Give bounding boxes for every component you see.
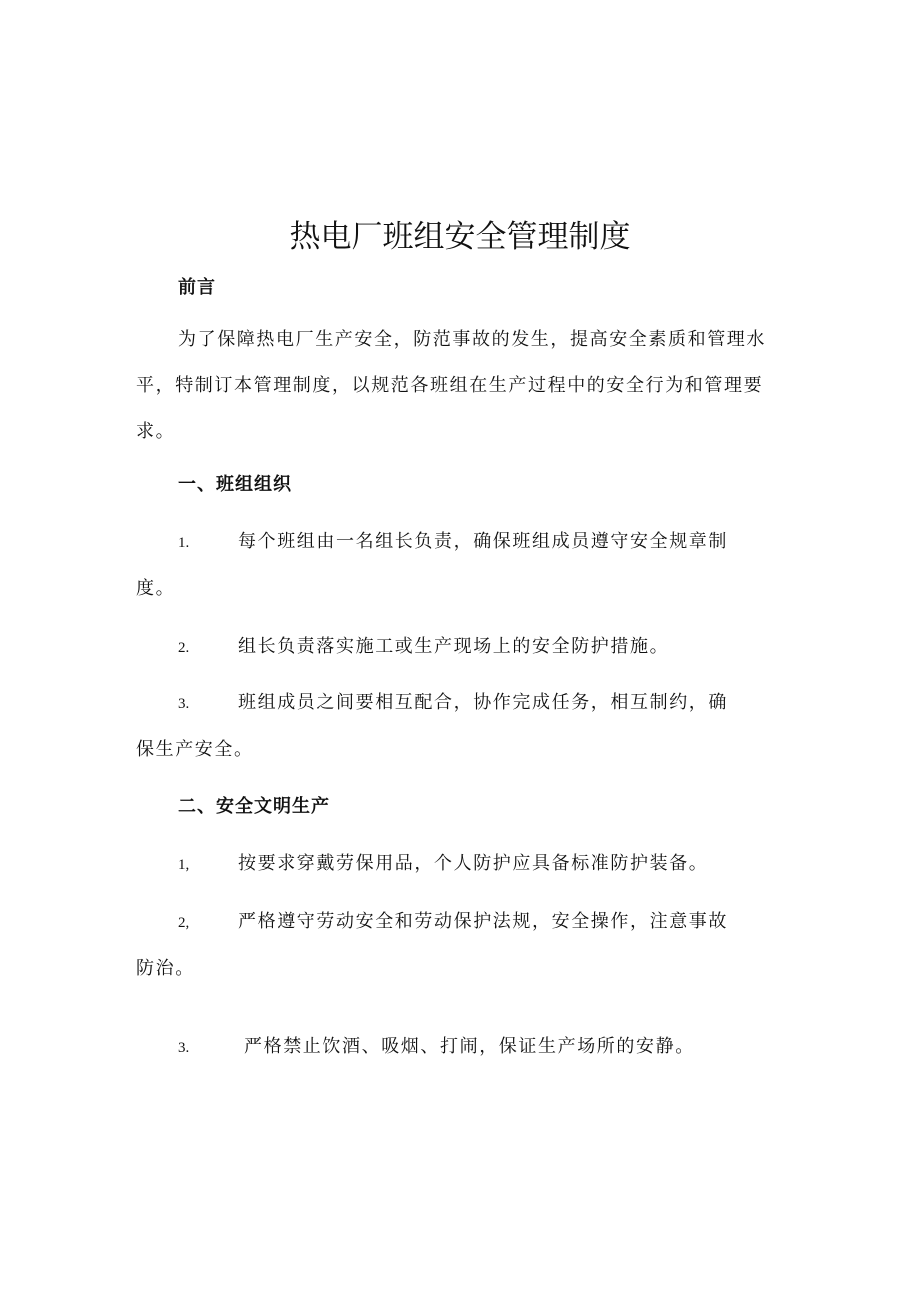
item-text: 班组成员之间要相互配合，协作完成任务，相互制约，确保生产安全。: [136, 692, 728, 760]
item-text: 每个班组由一名组长负责，确保班组成员遵守安全规章制度。: [136, 531, 728, 599]
item-number: 2.: [178, 640, 190, 656]
item-text: 严格禁止饮酒、吸烟、打闹，保证生产场所的安静。: [244, 1036, 695, 1057]
section-2-heading: 二、安全文明生产: [178, 796, 330, 817]
item-number: 3.: [178, 696, 190, 712]
preface-heading: 前言: [178, 277, 216, 298]
item-number: 1,: [178, 857, 190, 873]
section-1-heading: 一、班组组织: [178, 474, 292, 495]
section-1-item-1: [136, 519, 746, 612]
section-1-item-3: [136, 680, 746, 773]
item-text: 严格遵守劳动安全和劳动保护法规，安全操作，注意事故防治。: [136, 911, 728, 979]
item-text: 组长负责落实施工或生产现场上的安全防护措施。: [238, 636, 670, 657]
document-title: 热电厂班组安全管理制度: [289, 219, 631, 255]
preface-paragraph: 为了保障热电厂生产安全，防范事故的发生，提高安全素质和管理水平，特制订本管理制度，以规范各班组在生产过程中的安全行为和管理要求。: [136, 329, 766, 442]
section-2-item-2: [136, 899, 746, 992]
item-number: 2,: [178, 915, 190, 931]
section-2-item-3: [136, 1024, 746, 1071]
section-2-item-1: [136, 841, 746, 888]
item-number: 3.: [178, 1040, 190, 1056]
item-text: 按要求穿戴劳保用品，个人防护应具备标准防护装备。: [238, 853, 709, 874]
item-number: 1.: [178, 535, 190, 551]
section-1-item-2: [136, 624, 746, 671]
